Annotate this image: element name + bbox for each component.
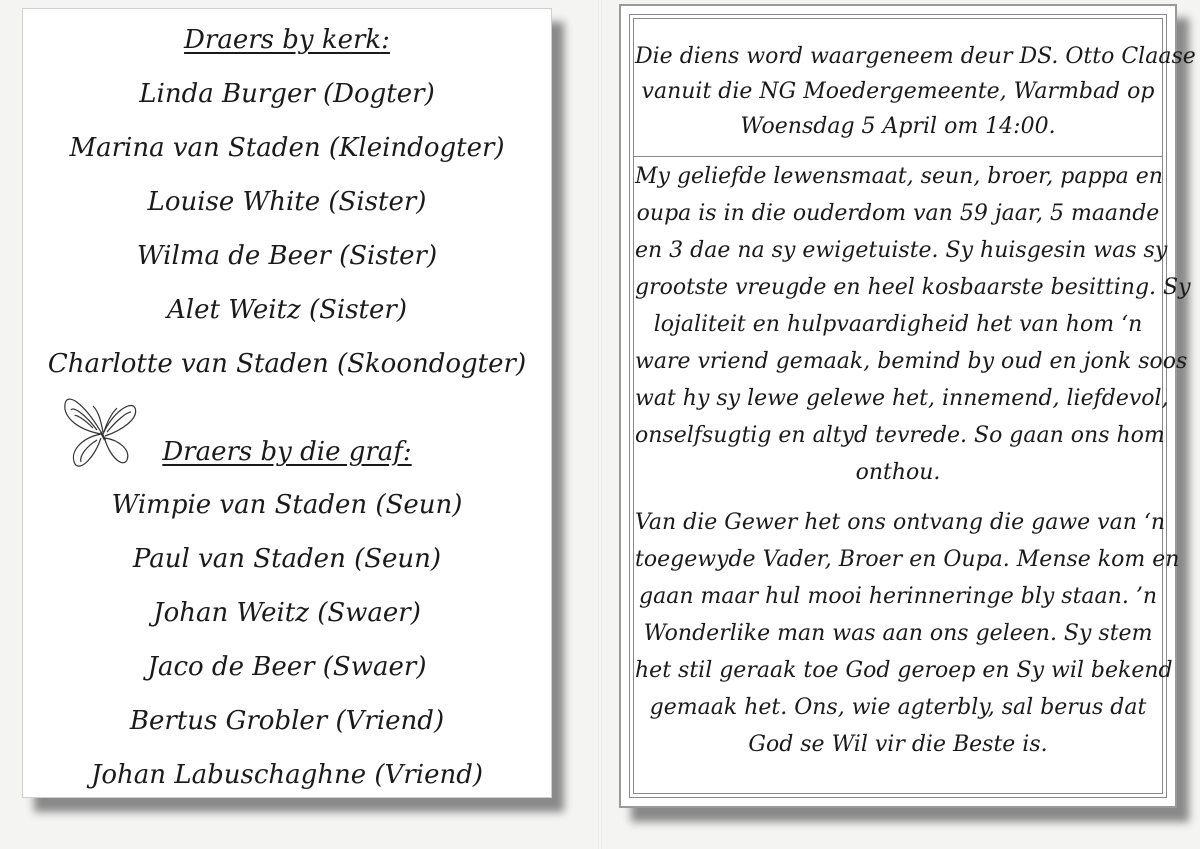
tribute-line: onselfsugtig en altyd tevrede. So gaan ons hom xyxy=(635,423,1165,448)
tribute-line: wat hy sy lewe gelewe het, innemend, liefdevol, xyxy=(635,386,1169,411)
bearers-card xyxy=(22,8,552,798)
church-bearer-6: Charlotte van Staden (Skoondogter) xyxy=(47,349,527,379)
church-bearer-3: Louise White (Sister) xyxy=(147,187,427,217)
tribute-line: gemaak het. Ons, wie agterbly, sal berus dat xyxy=(649,695,1147,720)
service-line-3: Woensdag 5 April om 14:00. xyxy=(740,114,1056,139)
grave-bearers-heading: Draers by die graf: xyxy=(162,437,412,467)
tribute-line: oupa is in die ouderdom van 59 jaar, 5 maande xyxy=(636,201,1160,226)
tribute-line: het stil geraak toe God geroep en Sy wil bekend xyxy=(635,658,1173,683)
tribute-line: Wonderlike man was aan ons geleen. Sy stem xyxy=(643,621,1153,646)
church-bearer-5: Alet Weitz (Sister) xyxy=(167,295,407,325)
church-bearer-2: Marina van Staden (Kleindogter) xyxy=(69,133,505,163)
tribute-line: Van die Gewer het ons ontvang die gawe van ‘n xyxy=(635,510,1166,535)
church-bearer-1: Linda Burger (Dogter) xyxy=(139,79,435,109)
tribute-line: toegewyde Vader, Broer en Oupa. Mense kom en xyxy=(635,547,1180,572)
service-line-2: vanuit die NG Moedergemeente, Warmbad op xyxy=(641,79,1155,104)
grave-bearer-4: Jaco de Beer (Swaer) xyxy=(147,652,427,682)
tribute-line: God se Wil vir die Beste is. xyxy=(748,732,1048,757)
grave-bearer-2: Paul van Staden (Seun) xyxy=(132,544,442,574)
tribute-line: My geliefde lewensmaat, seun, broer, pappa en xyxy=(635,164,1163,189)
tribute-line: lojaliteit en hulpvaardigheid het van hom ‘n xyxy=(653,312,1143,337)
tribute-line: gaan maar hul mooi herinneringe bly staan. ’n xyxy=(639,584,1157,609)
tribute-line: ware vriend gemaak, bemind by oud en jonk soos xyxy=(635,349,1188,374)
service-line-1: Die diens word waargeneem deur DS. Otto Claase xyxy=(635,44,1196,69)
tribute-line: grootste vreugde en heel kosbaarste besitting. Sy xyxy=(635,275,1191,300)
tribute-line: onthou. xyxy=(855,460,941,485)
church-bearers-heading: Draers by kerk: xyxy=(184,25,390,55)
church-bearer-4: Wilma de Beer (Sister) xyxy=(136,241,438,271)
tribute-line: en 3 dae na sy ewigetuiste. Sy huisgesin was sy xyxy=(635,238,1168,263)
grave-bearer-6: Johan Labuschaghne (Vriend) xyxy=(90,760,483,790)
grave-bearer-5: Bertus Grobler (Vriend) xyxy=(129,706,445,736)
grave-bearer-3: Johan Weitz (Swaer) xyxy=(153,598,421,628)
grave-bearer-1: Wimpie van Staden (Seun) xyxy=(111,490,463,520)
service-card xyxy=(619,4,1196,808)
section-divider xyxy=(633,156,1163,157)
page-fold xyxy=(598,0,602,849)
